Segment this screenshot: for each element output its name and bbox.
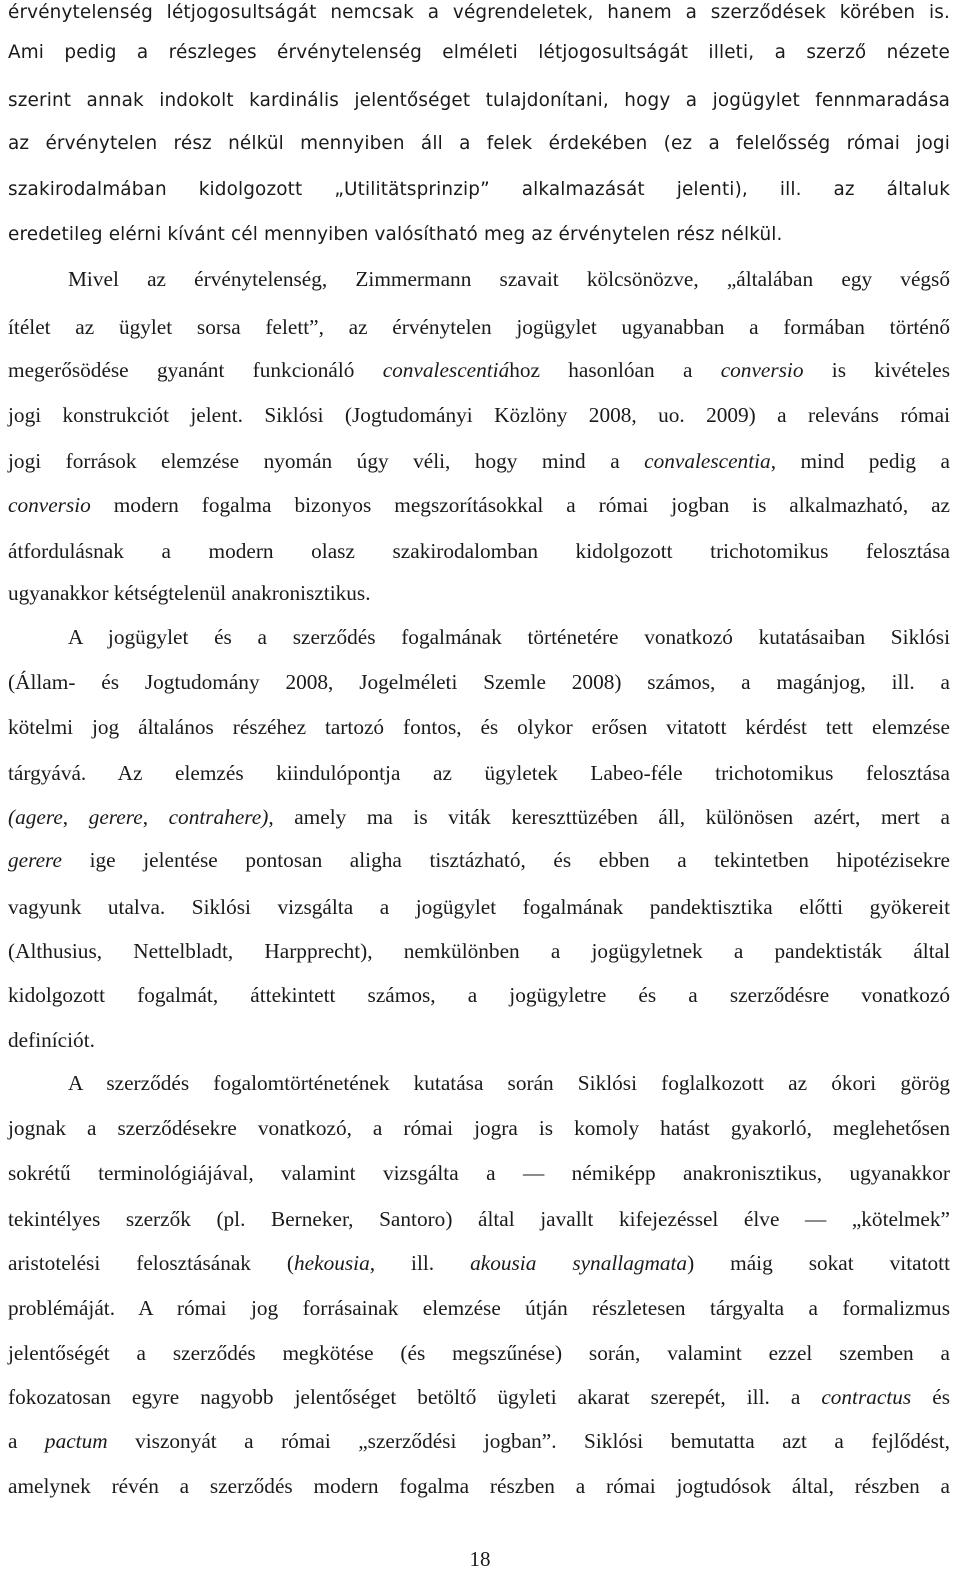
text-line: Ami pedig a részleges érvénytelenség elméleti létjogosultságát illeti, a szerző nézete bbox=[8, 42, 950, 63]
page-number: 18 bbox=[469, 1547, 491, 1571]
text-line: tárgyává. Az elemzés kiindulópontja az ügyletek Labeo-féle trichotomikus felosztása bbox=[8, 761, 950, 785]
text-line: átfordulásnak a modern olasz szakirodalomban kidolgozott trichotomikus felosztása bbox=[8, 539, 950, 563]
text-line: (agere, gerere, contrahere), amely ma is viták kereszttüzében áll, különösen azért, mert a bbox=[8, 805, 950, 829]
text-line: megerősödése gyanánt funkcionáló convalescentiához hasonlóan a conversio is kivételes bbox=[8, 358, 951, 382]
text-line: a pactum viszonyát a római „szerződési jogban”. Siklósi bemutatta azt a fejlődést, bbox=[8, 1429, 950, 1453]
text-line: conversio modern fogalma bizonyos megszorításokkal a római jogban is alkalmazható, az bbox=[8, 493, 950, 517]
text-line: definíciót. bbox=[8, 1028, 95, 1052]
text-line: fokozatosan egyre nagyobb jelentőséget betöltő ügyleti akarat szerepét, ill. a contractus és bbox=[8, 1385, 950, 1409]
text-line: gerere ige jelentése pontosan aligha tisztázható, és ebben a tekintetben hipotézisekre bbox=[8, 848, 950, 872]
text-line: A jogügylet és a szerződés fogalmának történetére vonatkozó kutatásaiban Siklósi bbox=[68, 625, 950, 649]
text-line: az érvénytelen rész nélkül mennyiben áll a felek érdekében (ez a felelősség római jogi bbox=[8, 133, 950, 154]
text-line: tekintélyes szerzők (pl. Berneker, Santoro) által javallt kifejezéssel élve — „kötelmek” bbox=[8, 1207, 950, 1231]
text-line: jelentőségét a szerződés megkötése (és megszűnése) során, valamint ezzel szemben a bbox=[8, 1341, 950, 1365]
text-line: problémáját. A római jog forrásainak elemzése útján részletesen tárgyalta a formalizmus bbox=[8, 1296, 950, 1320]
text-line: Mivel az érvénytelenség, Zimmermann szavait kölcsönözve, „általában egy végső bbox=[68, 267, 950, 291]
text-line: vagyunk utalva. Siklósi vizsgálta a jogügylet fogalmának pandektisztika előtti gyökereit bbox=[8, 895, 950, 919]
text-line: (Állam- és Jogtudomány 2008, Jogelméleti Szemle 2008) számos, a magánjog, ill. a bbox=[8, 670, 950, 694]
text-line: érvénytelenség létjogosultságát nemcsak a végrendeletek, hanem a szerződések körében is. bbox=[8, 2, 950, 23]
text-line: eredetileg elérni kívánt cél mennyiben valósítható meg az érvénytelen rész nélkül. bbox=[8, 224, 783, 245]
text-line: A szerződés fogalomtörténetének kutatása során Siklósi foglalkozott az ókori görög bbox=[68, 1071, 950, 1095]
text-line: (Althusius, Nettelbladt, Harpprecht), nemkülönben a jogügyletnek a pandektisták által bbox=[8, 939, 950, 963]
text-line: kidolgozott fogalmát, áttekintett számos, a jogügyletre és a szerződésre vonatkozó bbox=[8, 983, 950, 1007]
text-line: jognak a szerződésekre vonatkozó, a római jogra is komoly hatást gyakorló, meglehetősen bbox=[8, 1116, 950, 1140]
text-line: szakirodalmában kidolgozott „Utilitätsprinzip” alkalmazását jelenti), ill. az általuk bbox=[8, 179, 950, 200]
text-line: sokrétű terminológiájával, valamint vizsgálta a — némiképp anakronisztikus, ugyanakkor bbox=[8, 1161, 950, 1185]
text-line: ítélet az ügylet sorsa felett”, az érvénytelen jogügylet ugyanabban a formában történő bbox=[8, 315, 950, 339]
text-line: aristotelési felosztásának (hekousia, ill. akousia synallagmata) máig sokat vitatott bbox=[8, 1251, 950, 1275]
text-line: kötelmi jog általános részéhez tartozó fontos, és olykor erősen vitatott kérdést tett elemzése bbox=[8, 715, 950, 739]
text-line: ugyanakkor kétségtelenül anakronisztikus. bbox=[8, 581, 371, 605]
text-line: amelynek révén a szerződés modern fogalma részben a római jogtudósok által, részben a bbox=[8, 1474, 950, 1498]
text-line: szerint annak indokolt kardinális jelentőséget tulajdonítani, hogy a jogügylet fennmaradása bbox=[8, 90, 950, 111]
text-line: jogi források elemzése nyomán úgy véli, hogy mind a convalescentia, mind pedig a bbox=[8, 449, 951, 473]
text-line: jogi konstrukciót jelent. Siklósi (Jogtudományi Közlöny 2008, uo. 2009) a releváns római bbox=[8, 403, 950, 427]
